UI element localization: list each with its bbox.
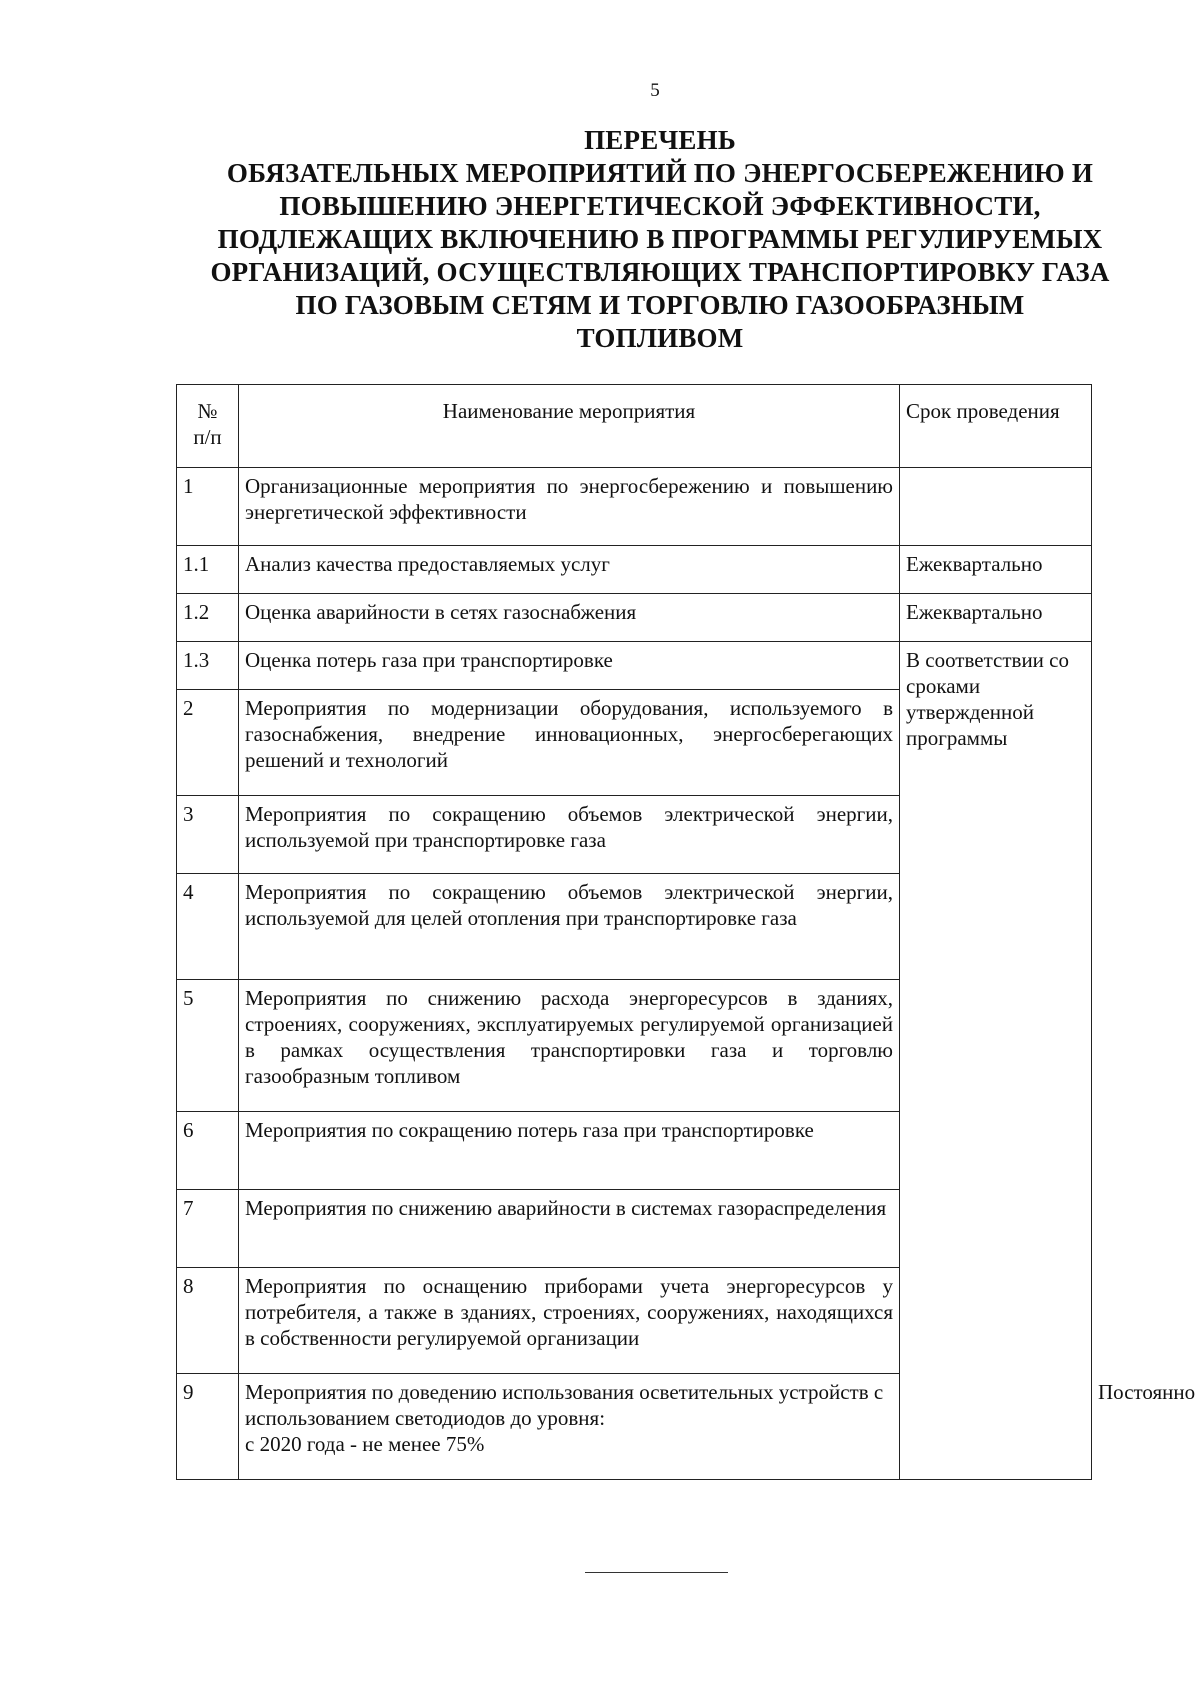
row-name: Анализ качества предоставляемых услуг (239, 546, 900, 594)
table-row: 9 Мероприятия по доведению использования осветительных устройств с использованием светодиодов до уровня: с 2020 года - не менее 75% Постоянно (177, 1374, 1092, 1480)
row-name: Мероприятия по сокращению объемов электрической энергии, используемой при транспортировке газа (239, 796, 900, 874)
row-name: Мероприятия по снижению расхода энергоресурсов в зданиях, строениях, сооружениях, эксплуатируемых регулируемой организацией в рамках осуществления транспортировки газа и торговлю газообразным топливом (239, 980, 900, 1112)
row-number: 7 (177, 1190, 239, 1268)
row-name: Оценка потерь газа при транспортировке (239, 642, 900, 690)
row-number: 1.3 (177, 642, 239, 690)
table-row (177, 594, 1092, 642)
bottom-divider (585, 1572, 728, 1573)
row-number: 4 (177, 874, 239, 980)
row-number: 8 (177, 1268, 239, 1374)
row-number: 1.1 (177, 546, 239, 594)
row-number: 3 (177, 796, 239, 874)
row-number: 9 (177, 1374, 239, 1480)
table-header-row (177, 385, 1092, 468)
measures-table (176, 384, 1196, 1480)
page-number: 5 (650, 80, 660, 101)
row-name: Мероприятия по сокращению потерь газа при транспортировке (239, 1112, 900, 1190)
row-name-line: Мероприятия по доведению использования осветительных устройств с использованием светодиодов до уровня: (245, 1380, 884, 1430)
title-line: ТОПЛИВОМ (576, 323, 744, 353)
row-name: Мероприятия по оснащению приборами учета энергоресурсов у потребителя, а также в зданиях, строениях, сооружениях, находящихся в собственности регулируемой организации (239, 1268, 900, 1374)
row-name (239, 1374, 900, 1480)
title-line: ОРГАНИЗАЦИЙ, ОСУЩЕСТВЛЯЮЩИХ ТРАНСПОРТИРОВКУ ГАЗА (210, 257, 1110, 287)
row-term (900, 468, 1092, 546)
row-number: 6 (177, 1112, 239, 1190)
row-name: Организационные мероприятия по энергосбережению и повышению энергетической эффективности (239, 468, 900, 546)
title-line: ПЕРЕЧЕНЬ (584, 125, 736, 155)
table-row (177, 642, 1092, 690)
merged-term: В соответствии со сроками утвержденной программы (900, 642, 1092, 1480)
title-line: ОБЯЗАТЕЛЬНЫХ МЕРОПРИЯТИЙ ПО ЭНЕРГОСБЕРЕЖЕНИЮ И (226, 158, 1094, 188)
row-number: 1 (177, 468, 239, 546)
title-line: ПО ГАЗОВЫМ СЕТЯМ И ТОРГОВЛЮ ГАЗООБРАЗНЫМ (295, 290, 1025, 320)
header-number (177, 385, 239, 468)
row-number: 2 (177, 690, 239, 796)
row-number: 5 (177, 980, 239, 1112)
header-name: Наименование мероприятия (239, 385, 900, 468)
row-name: Мероприятия по сокращению объемов электрической энергии, используемой для целей отопления при транспортировке газа (239, 874, 900, 980)
document-title (180, 124, 1140, 355)
row-number: 1.2 (177, 594, 239, 642)
row-name: Оценка аварийности в сетях газоснабжения (239, 594, 900, 642)
header-term: Срок проведения (900, 385, 1092, 468)
title-line: ПОДЛЕЖАЩИХ ВКЛЮЧЕНИЮ В ПРОГРАММЫ РЕГУЛИРУЕМЫХ (217, 224, 1103, 254)
header-number-sign: № (197, 399, 218, 423)
row-name: Мероприятия по снижению аварийности в системах газораспределения (239, 1190, 900, 1268)
table-row (177, 468, 1092, 546)
title-line: ПОВЫШЕНИЮ ЭНЕРГЕТИЧЕСКОЙ ЭФФЕКТИВНОСТИ, (279, 191, 1041, 221)
row-name-line: с 2020 года - не менее 75% (245, 1432, 485, 1456)
header-number-abbrev: п/п (193, 425, 222, 449)
row-term: Ежеквартально (900, 546, 1092, 594)
row-name: Мероприятия по модернизации оборудования, используемого в газоснабжения, внедрение инновационных, энергосберегающих решений и технологий (239, 690, 900, 796)
row-term: Ежеквартально (900, 594, 1092, 642)
table-row (177, 546, 1092, 594)
